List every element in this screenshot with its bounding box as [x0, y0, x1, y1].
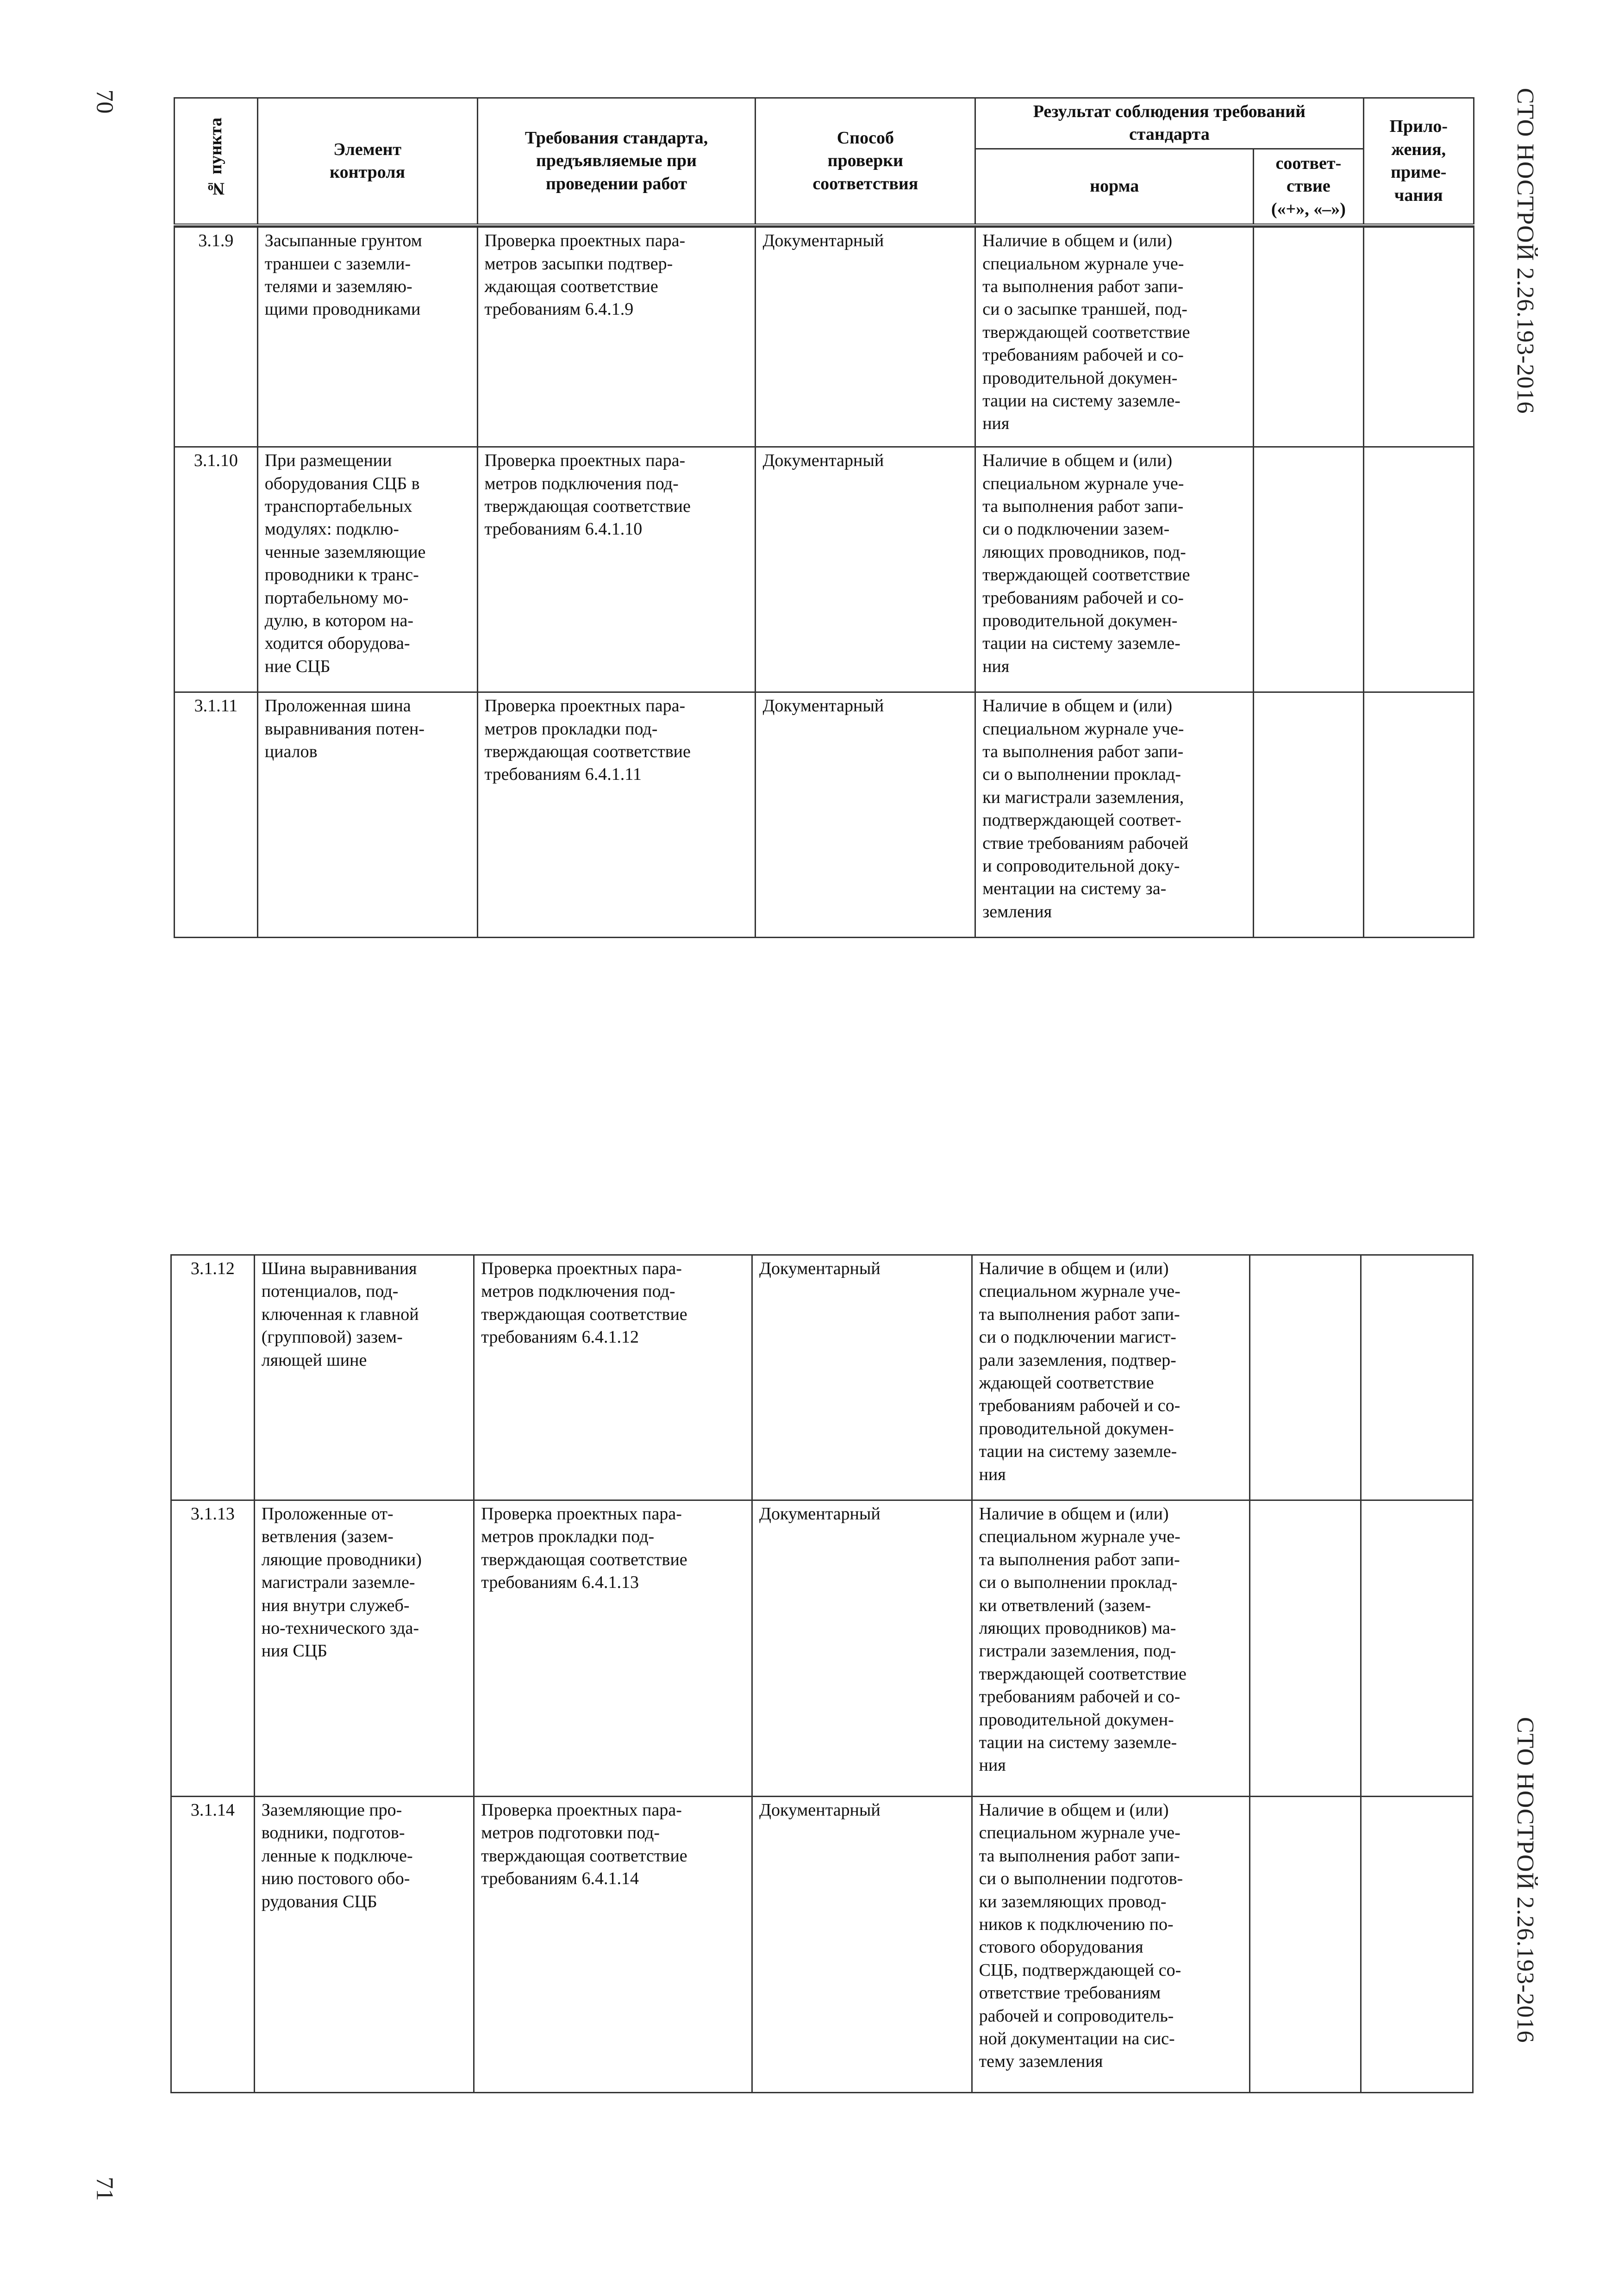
table-row — [175, 447, 1474, 692]
table-row — [171, 1255, 1473, 1500]
row-conformity — [1250, 1797, 1361, 2093]
row-notes — [1363, 227, 1474, 447]
row-conformity — [1250, 1500, 1361, 1797]
row-method: Документарный — [752, 1255, 972, 1500]
header-norm: норма — [975, 149, 1254, 225]
header-result: Результат соблюдения требований стандарта — [975, 98, 1363, 149]
row-conformity — [1254, 692, 1363, 938]
row-norm: Наличие в общем и (или) специальном журнале уче- та выполнения работ запи- си о засыпке траншей, под- тверждающей соответствие требованиям рабочей и со- проводительной докумен- тации на систему заземле- ния — [975, 227, 1254, 447]
row-method: Документарный — [752, 1500, 972, 1797]
row-conformity — [1254, 227, 1363, 447]
row-notes — [1363, 447, 1474, 692]
standard-code-bottom: СТО НОСТРОЙ 2.26.193-2016 — [1512, 1717, 1538, 2043]
row-requirement: Проверка проектных пара- метров засыпки подтвер- ждающая соответствие требованиям 6.4.1.9 — [477, 227, 756, 447]
row-conformity — [1250, 1255, 1361, 1500]
row-requirement: Проверка проектных пара- метров подключения под- тверждающая соответствие требованиям 6.4.1.12 — [474, 1255, 752, 1500]
row-notes — [1363, 692, 1474, 938]
row-notes — [1361, 1797, 1473, 2093]
row-norm: Наличие в общем и (или) специальном журнале уче- та выполнения работ запи- си о выполнении проклад- ки ответвлений (зазем- ляющих проводников) ма- гистрали заземления, под- тверждающей соответствие требованиям рабочей и со- проводительной докумен- тации на систему заземле- ния — [972, 1500, 1250, 1797]
control-table-bottom — [170, 1254, 1474, 2093]
row-method: Документарный — [756, 692, 975, 938]
row-element: Проложенные от- ветвления (зазем- ляющие проводники) магистрали заземле- ния внутри служеб- но-технического зда- ния СЦБ — [254, 1500, 474, 1797]
row-norm: Наличие в общем и (или) специальном журнале уче- та выполнения работ запи- си о подключении зазем- ляющих проводников, под- тверждающей соответствие требованиям рабочей и со- проводительной докумен- тации на систему заземле- ния — [975, 447, 1254, 692]
table-row — [171, 1797, 1473, 2093]
control-table-top — [174, 97, 1474, 938]
row-method: Документарный — [756, 227, 975, 447]
row-requirement: Проверка проектных пара- метров прокладки под- тверждающая соответствие требованиям 6.4.1.13 — [474, 1500, 752, 1797]
row-requirement: Проверка проектных пара- метров подключения под- тверждающая соответствие требованиям 6.4.1.10 — [477, 447, 756, 692]
row-num: 3.1.13 — [171, 1500, 255, 1797]
row-method: Документарный — [752, 1797, 972, 2093]
row-num: 3.1.11 — [175, 692, 258, 938]
header-element: Элемент контроля — [257, 98, 477, 225]
header-conformity: соответ- ствие («+», «–») — [1254, 149, 1363, 225]
row-method: Документарный — [756, 447, 975, 692]
row-num: 3.1.14 — [171, 1797, 255, 2093]
row-element: Засыпанные грунтом траншеи с заземли- телями и заземляю- щими проводниками — [257, 227, 477, 447]
header-num: № пункта — [175, 98, 258, 225]
standard-code-top: СТО НОСТРОЙ 2.26.193-2016 — [1512, 88, 1538, 414]
header-requirements: Требования стандарта, предъявляемые при проведении работ — [477, 98, 756, 225]
row-notes — [1361, 1255, 1473, 1500]
row-num: 3.1.12 — [171, 1255, 255, 1500]
row-element: При размещении оборудования СЦБ в транспортабельных модулях: подклю- ченные заземляющие проводники к транс- портабельному мо- дулю, в котором на- ходится оборудова- ние СЦБ — [257, 447, 477, 692]
row-norm: Наличие в общем и (или) специальном журнале уче- та выполнения работ запи- си о выполнении подготов- ки заземляющих провод- ников к подключению по- стового оборудования СЦБ, подтверждающей со- ответствие требованиям рабочей и сопроводитель- ной документации на сис- тему заземления — [972, 1797, 1250, 2093]
row-norm: Наличие в общем и (или) специальном журнале уче- та выполнения работ запи- си о подключении магист- рали заземления, подтвер- ждающей соответствие требованиям рабочей и со- проводительной докумен- тации на систему заземле- ния — [972, 1255, 1250, 1500]
page-number-bottom: 71 — [91, 2177, 118, 2201]
page-number-top: 70 — [91, 89, 118, 114]
row-num: 3.1.9 — [175, 227, 258, 447]
row-element: Заземляющие про- водники, подготов- ленные к подключе- нию постового обо- рудования СЦБ — [254, 1797, 474, 2093]
row-requirement: Проверка проектных пара- метров прокладки под- тверждающая соответствие требованиям 6.4.1.11 — [477, 692, 756, 938]
header-notes: Прило- жения, приме- чания — [1363, 98, 1474, 225]
row-element: Шина выравнивания потенциалов, под- ключенная к главной (групповой) зазем- ляющей шине — [254, 1255, 474, 1500]
row-conformity — [1254, 447, 1363, 692]
row-requirement: Проверка проектных пара- метров подготовки под- тверждающая соответствие требованиям 6.4.1.14 — [474, 1797, 752, 2093]
table-row — [175, 692, 1474, 938]
table-row — [171, 1500, 1473, 1797]
table-row — [175, 227, 1474, 447]
row-notes — [1361, 1500, 1473, 1797]
header-method: Способ проверки соответствия — [756, 98, 975, 225]
row-num: 3.1.10 — [175, 447, 258, 692]
row-element: Проложенная шина выравнивания потен- циалов — [257, 692, 477, 938]
row-norm: Наличие в общем и (или) специальном журнале уче- та выполнения работ запи- си о выполнении проклад- ки магистрали заземления, подтверждающей соответ- ствие требованиям рабочей и сопроводительной доку- ментации на систему за- земления — [975, 692, 1254, 938]
